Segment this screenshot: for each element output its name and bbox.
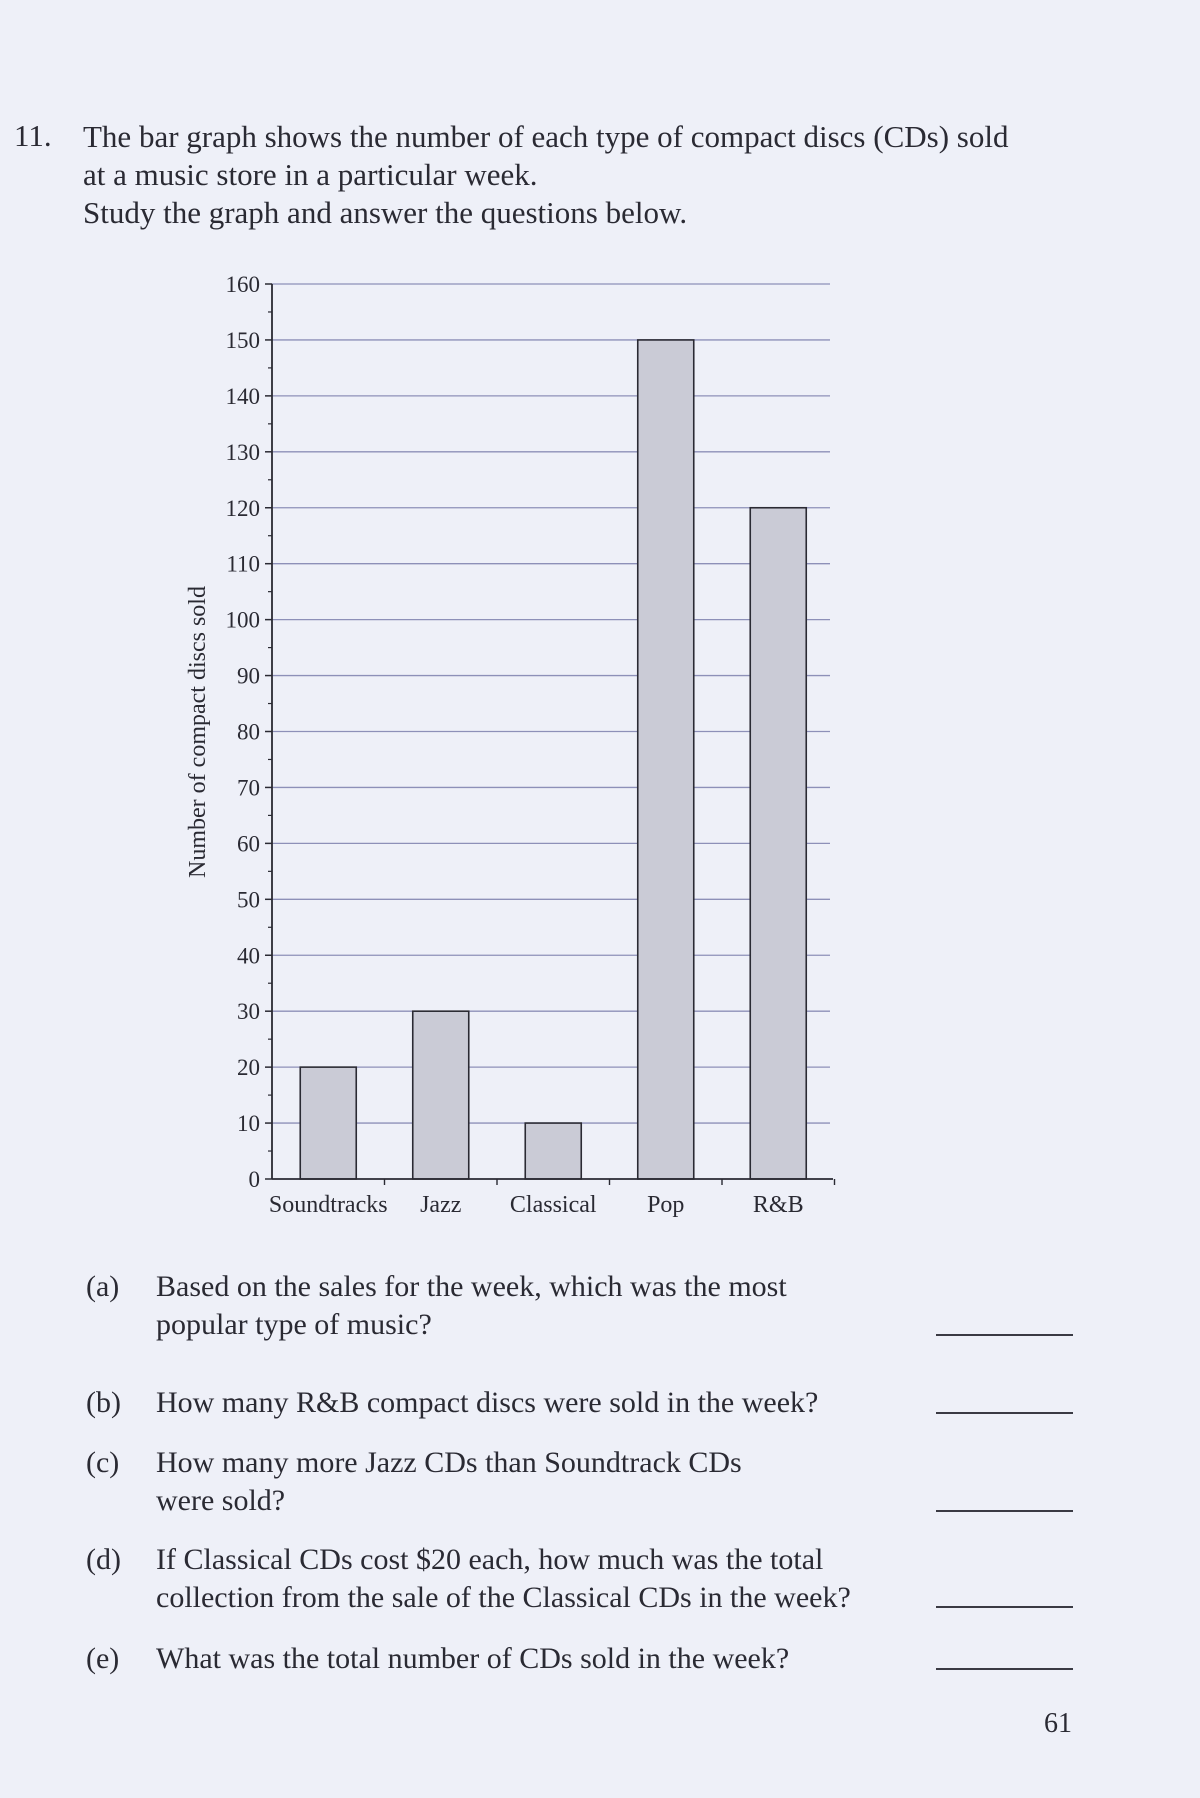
- subquestion-line: How many R&B compact discs were sold in the week?: [156, 1386, 819, 1419]
- subquestion-line: If Classical CDs cost $20 each, how much was the total: [156, 1543, 824, 1576]
- y-tick-label: 100: [225, 607, 260, 633]
- subquestion-text: [156, 1541, 1016, 1617]
- y-tick-label: 0: [248, 1167, 260, 1192]
- subquestion-label: (d): [86, 1543, 121, 1576]
- y-tick-label: 40: [237, 943, 260, 969]
- x-tick-label: Soundtracks: [268, 1192, 388, 1218]
- subquestion-text: [156, 1384, 1016, 1422]
- y-tick-label: 70: [237, 775, 260, 801]
- subquestion-label: (a): [86, 1270, 120, 1303]
- subquestion-text: [156, 1444, 1016, 1520]
- y-tick-label: 60: [237, 831, 260, 857]
- subquestion-label: (c): [86, 1446, 120, 1479]
- answer-blank-e[interactable]: [936, 1668, 1073, 1670]
- bar: [638, 340, 694, 1179]
- subquestion-text: [156, 1268, 1016, 1344]
- subquestion-label: (e): [86, 1642, 120, 1675]
- subquestion-label: (b): [86, 1386, 121, 1419]
- y-tick-label: 90: [237, 663, 260, 689]
- subquestion-text: [156, 1640, 1016, 1678]
- subquestion-line: Based on the sales for the week, which was the most: [156, 1270, 787, 1303]
- answer-blank-a[interactable]: [936, 1334, 1073, 1336]
- subquestion-line: were sold?: [156, 1484, 286, 1517]
- y-tick-label: 110: [226, 551, 260, 577]
- x-tick-label: Pop: [647, 1192, 685, 1218]
- y-tick-label: 150: [225, 327, 260, 353]
- y-tick-label: 80: [237, 719, 260, 745]
- subquestion-line: collection from the sale of the Classical CDs in the week?: [156, 1581, 851, 1614]
- y-tick-label: 20: [237, 1055, 260, 1081]
- intro-line: The bar graph shows the number of each type of compact discs (CDs) sold: [83, 119, 1009, 154]
- x-tick-label: R&B: [752, 1192, 804, 1218]
- bar: [525, 1123, 581, 1179]
- bar: [750, 508, 806, 1179]
- bar: [300, 1067, 356, 1179]
- answer-blank-c[interactable]: [936, 1510, 1073, 1512]
- x-tick-label: Jazz: [420, 1192, 462, 1218]
- answer-blank-d[interactable]: [936, 1606, 1073, 1608]
- subquestion-line: popular type of music?: [156, 1308, 432, 1341]
- y-tick-label: 10: [237, 1111, 260, 1137]
- subquestion-line: How many more Jazz CDs than Soundtrack CDs: [156, 1446, 742, 1479]
- y-tick-label: 130: [225, 439, 260, 465]
- intro-line: at a music store in a particular week.: [83, 157, 538, 192]
- y-tick-label: 120: [225, 495, 260, 521]
- y-tick-label: 160: [225, 272, 260, 297]
- y-axis-label: Number of compact discs sold: [185, 586, 211, 878]
- subquestion-line: What was the total number of CDs sold in the week?: [156, 1642, 790, 1675]
- page-number: 61: [1044, 1708, 1072, 1739]
- answer-blank-b[interactable]: [936, 1412, 1073, 1414]
- y-tick-label: 30: [237, 999, 260, 1025]
- intro-line: Study the graph and answer the questions below.: [83, 195, 688, 230]
- x-tick-label: Classical: [509, 1192, 597, 1218]
- y-tick-label: 50: [237, 887, 260, 913]
- question-number: 11.: [14, 118, 52, 153]
- y-tick-label: 140: [225, 383, 260, 409]
- bar: [413, 1011, 469, 1179]
